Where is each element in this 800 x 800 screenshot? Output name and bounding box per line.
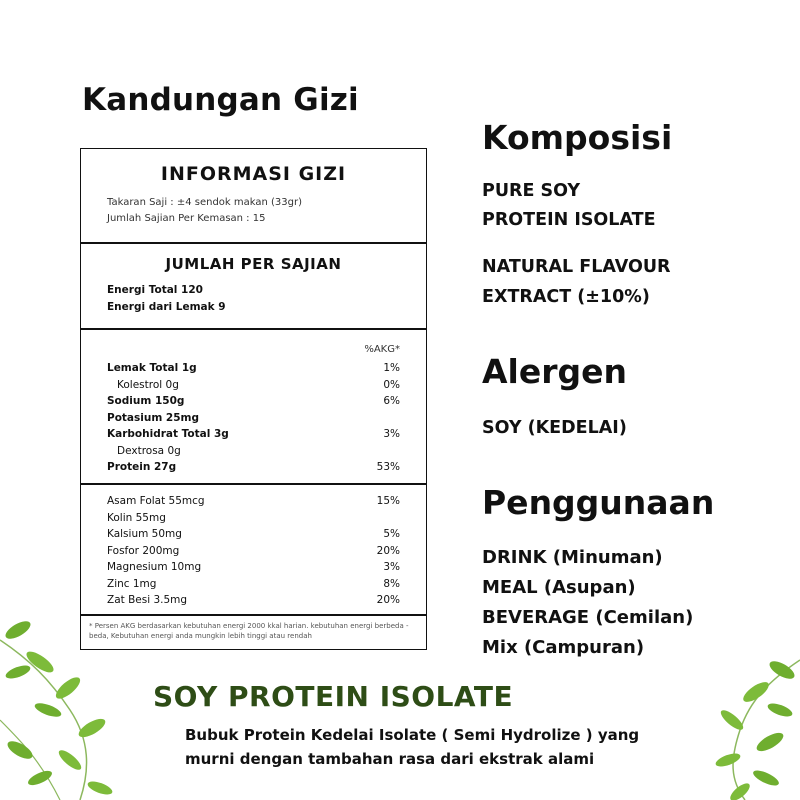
komposisi-line-2: PROTEIN ISOLATE xyxy=(482,210,656,230)
description-line-2: murni dengan tambahan rasa dari ekstrak alami xyxy=(185,750,595,768)
nutrient-akg-value: 3% xyxy=(383,561,400,573)
per-serving-title: JUMLAH PER SAJIAN xyxy=(165,255,342,273)
komposisi-line-3: NATURAL FLAVOUR xyxy=(482,257,671,277)
nutrient-row xyxy=(107,461,400,476)
servings-per-pack: Jumlah Sajian Per Kemasan : 15 xyxy=(107,213,266,224)
nutrient-akg-value: 6% xyxy=(383,395,400,407)
nutrient-label: Asam Folat 55mcg xyxy=(107,495,205,507)
nutrient-akg-value: 20% xyxy=(376,594,400,606)
alergen-text: SOY (KEDELAI) xyxy=(482,418,627,438)
nutrient-row xyxy=(107,445,400,460)
nutrient-akg-value: 53% xyxy=(376,461,400,473)
penggunaan-item: Mix (Campuran) xyxy=(482,637,645,658)
nutrient-akg-value: 0% xyxy=(383,378,400,391)
nutrient-label: Zinc 1mg xyxy=(107,577,157,590)
nutrient-akg-value: 3% xyxy=(383,428,400,440)
komposisi-heading: Komposisi xyxy=(482,118,673,157)
nutrient-row xyxy=(107,379,400,394)
akg-header: %AKG* xyxy=(364,344,400,355)
nutrient-row xyxy=(107,578,400,593)
nutrient-akg-value: 1% xyxy=(383,362,400,374)
nutrient-label: Sodium 150g xyxy=(107,395,185,407)
kandungan-gizi-heading: Kandungan Gizi xyxy=(82,82,359,118)
nutrient-label: Dextrosa 0g xyxy=(117,444,181,457)
divider xyxy=(81,328,426,330)
serving-size: Takaran Saji : ±4 sendok makan (33gr) xyxy=(107,197,303,208)
nutrient-row xyxy=(107,561,400,576)
penggunaan-item: DRINK (Minuman) xyxy=(482,547,663,568)
product-description xyxy=(185,723,685,771)
nutrient-akg-value: 15% xyxy=(376,495,400,507)
nutrient-label: Kolestrol 0g xyxy=(117,378,179,391)
penggunaan-item: MEAL (Asupan) xyxy=(482,577,636,598)
nutrient-row xyxy=(107,395,400,410)
nutrient-akg-value: 5% xyxy=(383,528,400,540)
product-title: SOY PROTEIN ISOLATE xyxy=(153,680,514,713)
energy-total: Energi Total 120 xyxy=(107,284,203,296)
nutrient-label: Potasium 25mg xyxy=(107,411,200,424)
divider xyxy=(81,242,426,244)
nutrient-row xyxy=(107,594,400,609)
nutrient-label: Fosfor 200mg xyxy=(107,544,180,557)
penggunaan-heading: Penggunaan xyxy=(482,483,715,522)
nutrient-row xyxy=(107,528,400,543)
nutrient-label: Karbohidrat Total 3g xyxy=(107,428,229,440)
komposisi-line-4: EXTRACT (±10%) xyxy=(482,287,650,307)
divider xyxy=(81,483,426,485)
nutrient-row xyxy=(107,512,400,527)
energy-fat: Energi dari Lemak 9 xyxy=(107,301,226,313)
nutrient-row xyxy=(107,412,400,427)
komposisi-line-1: PURE SOY xyxy=(482,181,581,201)
nutrient-label: Kolin 55mg xyxy=(107,511,166,524)
nutrient-label: Kalsium 50mg xyxy=(107,528,182,540)
nutrient-akg-value: 20% xyxy=(376,544,400,557)
penggunaan-item: BEVERAGE (Cemilan) xyxy=(482,607,694,628)
nutrient-label: Protein 27g xyxy=(107,461,177,473)
nutrient-label: Magnesium 10mg xyxy=(107,561,202,573)
nutrient-row xyxy=(107,362,400,377)
akg-footnote: * Persen AKG berdasarkan kebutuhan energi 2000 kkal harian. kebutuhan energi berbeda - beda, Kebutuhan energi anda mungkin lebih tinggi atau rendah xyxy=(89,622,409,640)
alergen-heading: Alergen xyxy=(482,352,628,391)
nutrition-title: INFORMASI GIZI xyxy=(160,163,347,185)
nutrition-facts-panel xyxy=(80,148,427,650)
nutrient-label: Zat Besi 3.5mg xyxy=(107,594,188,606)
nutrient-akg-value: 8% xyxy=(383,577,400,590)
nutrient-row xyxy=(107,545,400,560)
description-line-1: Bubuk Protein Kedelai Isolate ( Semi Hydrolize ) yang xyxy=(185,726,640,744)
divider xyxy=(81,614,426,616)
nutrient-row xyxy=(107,428,400,443)
leaf-vine-right-decoration xyxy=(670,640,800,800)
nutrient-label: Lemak Total 1g xyxy=(107,362,197,374)
nutrient-row xyxy=(107,495,400,510)
